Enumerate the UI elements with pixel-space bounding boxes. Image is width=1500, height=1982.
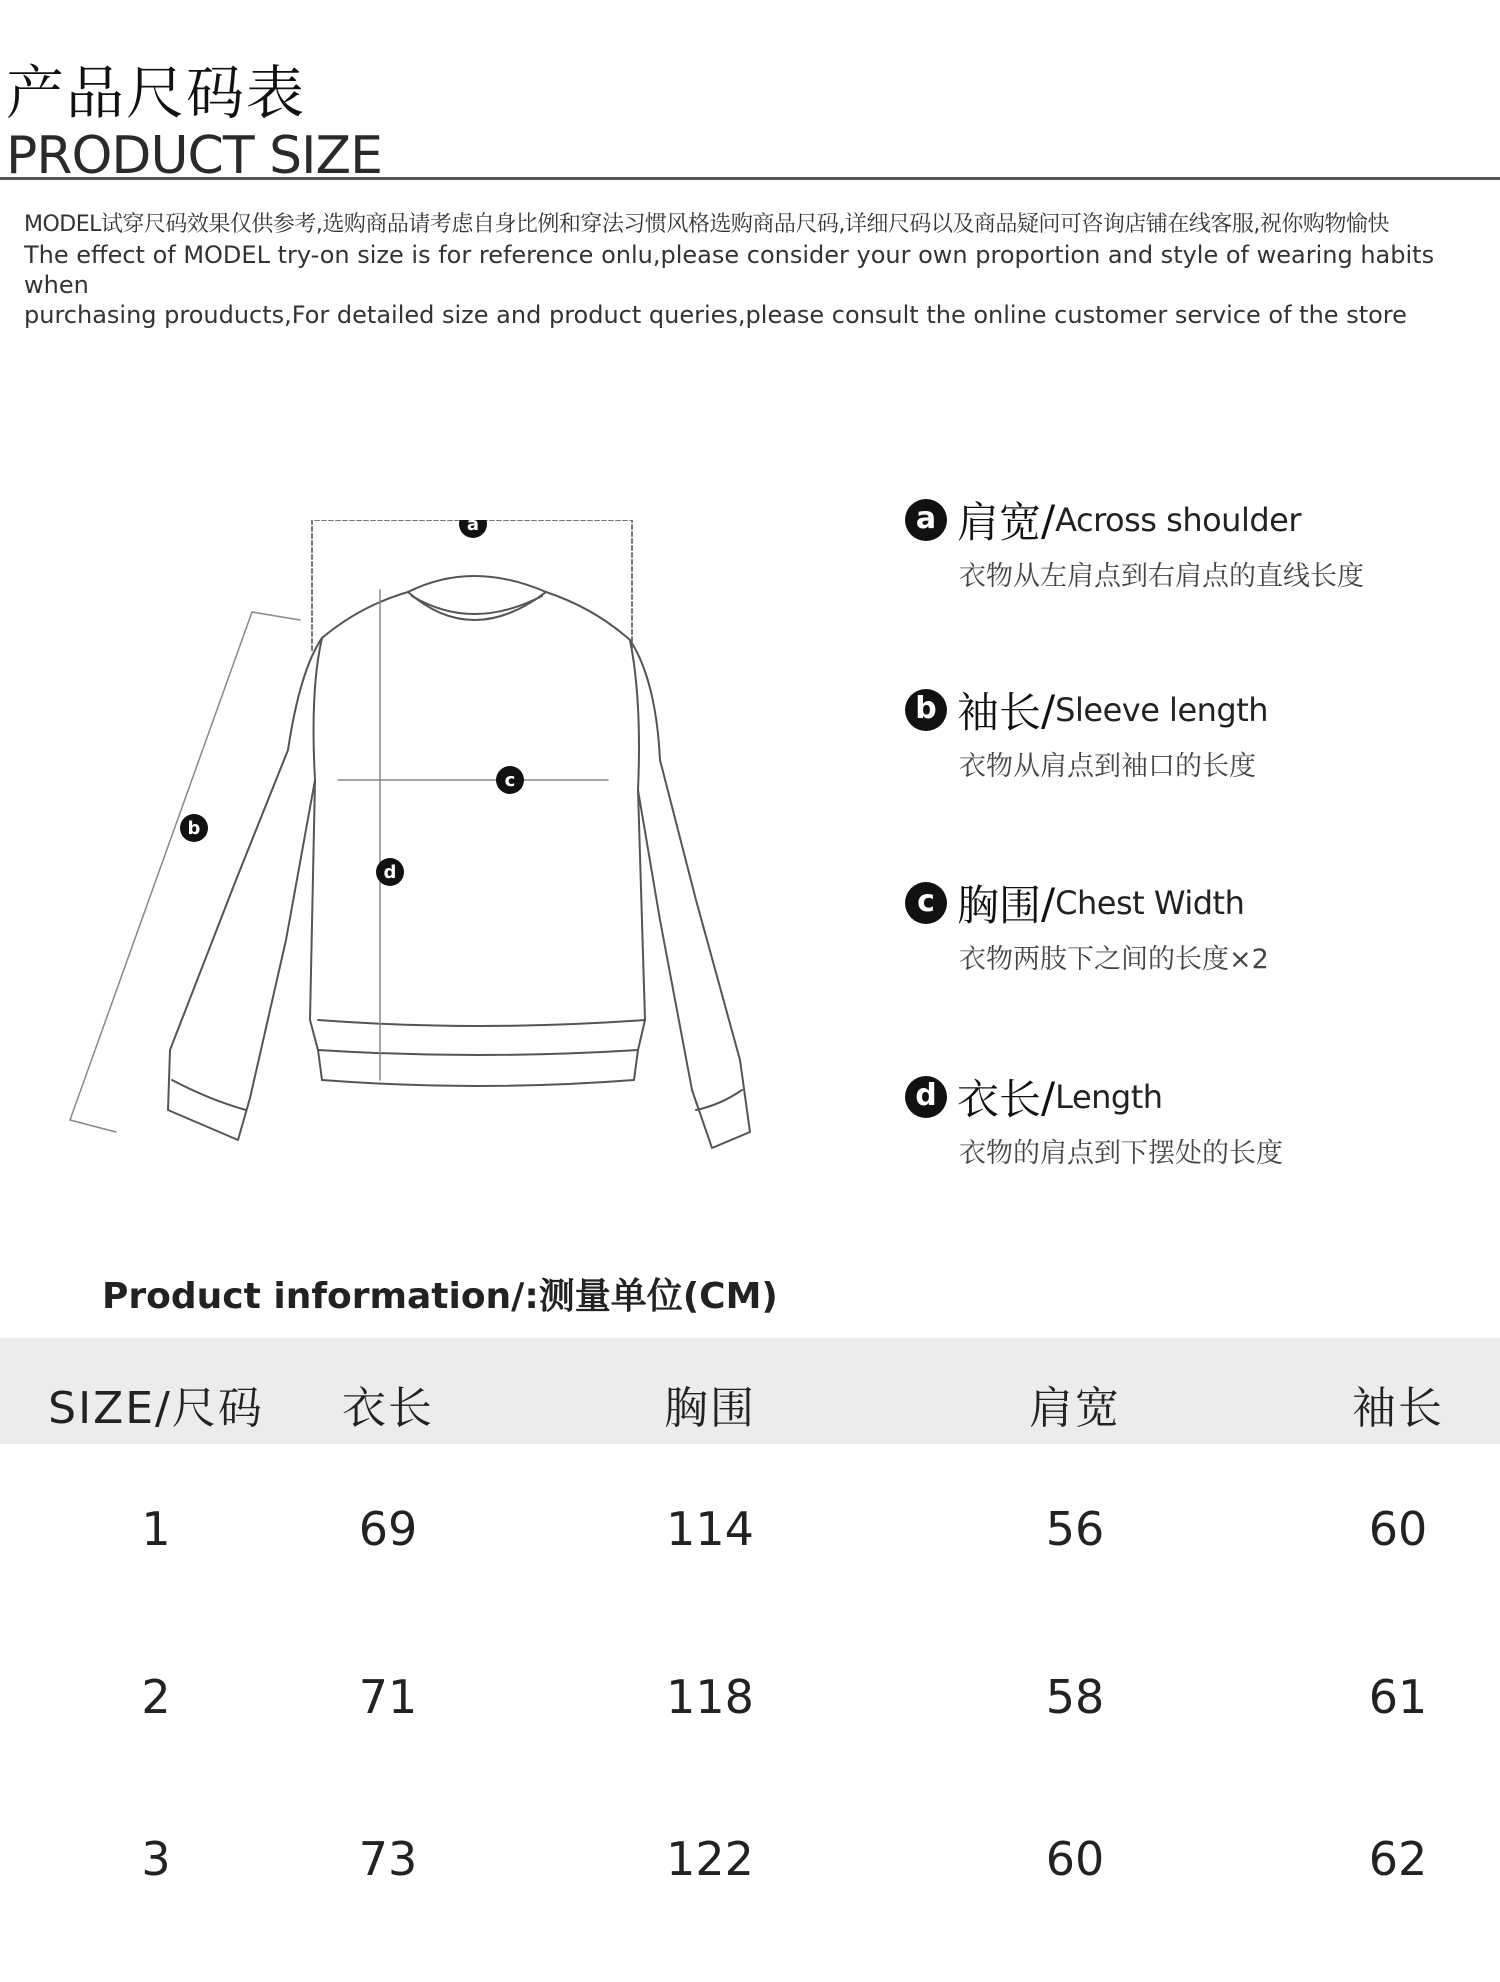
shoulder-cell: 56 [1045,1502,1105,1556]
shoulder-cell: 58 [1045,1670,1105,1724]
size-cell: 2 [141,1670,171,1724]
legend-item-shoulder [905,492,1485,593]
legend-description: 衣物从左肩点到右肩点的直线长度 [959,561,1364,592]
table-row [0,1502,1500,1652]
disclaimer [24,210,1484,330]
legend-label-en: Length [1055,1078,1163,1116]
legend-label-en: Across shoulder [1055,501,1301,539]
legend-item-sleeve [905,682,1485,783]
legend-item-length [905,1069,1485,1170]
svg-text:c: c [504,770,516,791]
legend-badge: b [905,689,947,731]
disclaimer-en-line1: The effect of MODEL try-on size is for reference onlu,please consider your own proportion and style of wearing habits when [24,241,1435,299]
svg-text:a: a [466,520,480,535]
legend-separator: / [1041,878,1056,928]
column-header-shoulder: 肩宽 [1029,1383,1121,1434]
size-table-header [0,1338,1500,1444]
size-cell: 3 [141,1832,171,1886]
legend-item-chest [905,875,1485,976]
sweatshirt-measurement-diagram [60,520,800,1200]
chest-cell: 118 [666,1670,754,1724]
chest-cell: 122 [666,1832,754,1886]
length-cell: 69 [358,1502,418,1556]
diagram-marker-c [496,766,524,794]
legend-separator: / [1041,685,1056,735]
column-header-size: SIZE/尺码 [48,1383,264,1434]
legend-description: 衣物的肩点到下摆处的长度 [959,1138,1283,1169]
length-cell: 71 [358,1670,418,1724]
legend-badge: d [905,1076,947,1118]
diagram-marker-b [180,814,208,842]
svg-text:d: d [383,862,397,883]
diagram-marker-d [376,858,404,886]
svg-text:b: b [187,818,201,839]
size-cell: 1 [141,1502,171,1556]
sleeve-cell: 62 [1368,1832,1428,1886]
legend-description: 衣物两肢下之间的长度×2 [959,944,1269,975]
title-divider [0,177,1500,180]
diagram-marker-a [459,520,487,538]
legend-label-cn: 衣长 [957,1075,1042,1124]
legend-label-cn: 肩宽 [957,498,1042,547]
column-header-length: 衣长 [342,1383,434,1434]
column-header-sleeve: 袖长 [1352,1383,1444,1434]
legend-separator: / [1041,495,1056,545]
table-row [0,1670,1500,1820]
sleeve-cell: 61 [1368,1670,1428,1724]
legend-label-cn: 胸围 [957,881,1042,930]
legend-description: 衣物从肩点到袖口的长度 [959,751,1256,782]
legend-label-cn: 袖长 [957,688,1042,737]
column-header-chest: 胸围 [664,1383,756,1434]
chest-cell: 114 [666,1502,754,1556]
page-title-en: PRODUCT SIZE [6,126,382,186]
legend-separator: / [1041,1072,1056,1122]
legend-badge: a [905,499,947,541]
legend-badge: c [905,882,947,924]
disclaimer-en-line2: purchasing prouducts,For detailed size and product queries,please consult the online customer service of the store [24,301,1407,329]
legend-label-en: Chest Width [1055,884,1245,922]
shoulder-cell: 60 [1045,1832,1105,1886]
sleeve-cell: 60 [1368,1502,1428,1556]
page-title-cn: 产品尺码表 [6,59,307,127]
table-row [0,1832,1500,1982]
length-cell: 73 [358,1832,418,1886]
disclaimer-cn: MODEL试穿尺码效果仅供参考,选购商品请考虑自身比例和穿法习惯风格选购商品尺码,详细尺码以及商品疑问可咨询店铺在线客服,祝你购物愉快 [24,212,1389,237]
product-info-heading: Product information/:测量单位(CM) [102,1276,778,1317]
legend-label-en: Sleeve length [1055,691,1269,729]
